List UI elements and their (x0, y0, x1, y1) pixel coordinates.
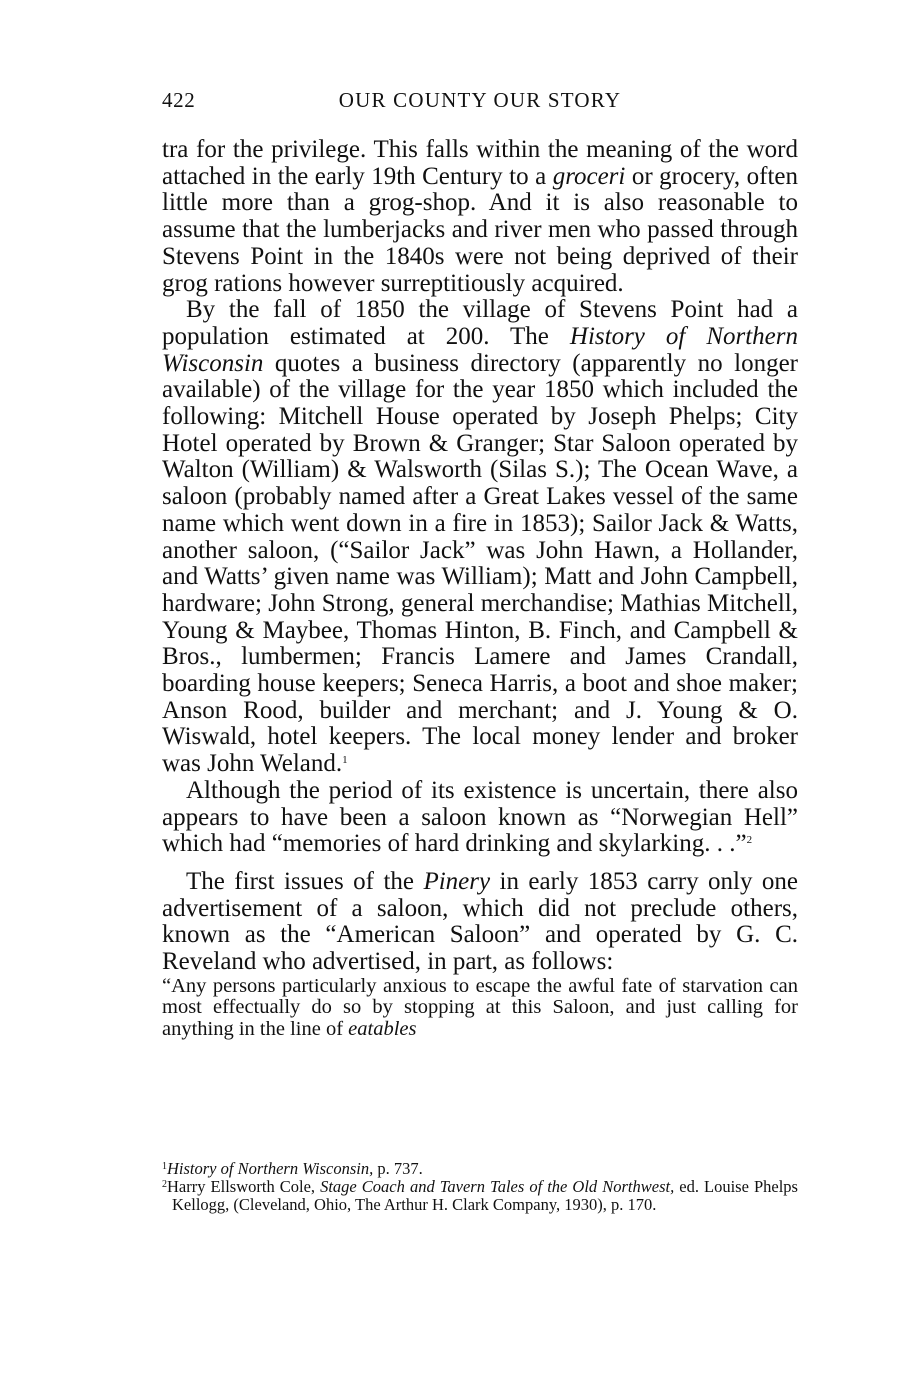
paragraph-3-text: Although the period of its existence is uncertain, there also appears to have been a saloon known as “Norwegian Hell” which had “memories of hard drinking and skylarking. . .” (162, 776, 798, 858)
page-header (162, 86, 798, 118)
paragraph-2-text-a: By the fall of 1850 the village of Stevens Point had a population estimated at 200. The (162, 296, 798, 350)
footnote-1-title: History of Northern Wisconsin, (167, 1159, 374, 1178)
paragraph-2-italic: History of Northern Wisconsin (162, 322, 798, 377)
running-head: OUR COUNTY OUR STORY (338, 88, 622, 112)
paragraph-1 (162, 137, 798, 297)
block-quote-text-a: “Any persons particularly anxious to escape the awful fate of starvation can most effectually do so by stopping at this Saloon, and just calling for anything in the line of (162, 974, 798, 1040)
footnote-1-mark: 1 (162, 1161, 167, 1172)
paragraph-1-text-a: tra for the privilege. This falls within the meaning of the word attached in the early 19th Century to a (162, 136, 798, 190)
footnote-1 (162, 1160, 798, 1178)
paragraph-4-text-c: in early 1853 carry only one advertisement of a saloon, which did not preclude others, known as the “American Saloon” and operated by G. C. Reveland who advertised, in part, as follows: (162, 867, 799, 976)
footnote-1-rest: p. 737. (373, 1159, 423, 1178)
paragraph-1-text-c: or grocery, often little more than a grog-shop. And it is also reasonable to assume that the lumberjacks and river men who passed through Stevens Point in the 1840s were not being deprived of their grog rations however surreptitiously acquired. (162, 162, 798, 297)
footnote-2-title: Stage Coach and Tavern Tales of the Old Northwest, (320, 1176, 675, 1196)
body-text (162, 137, 798, 1040)
paragraph-4 (162, 869, 798, 976)
block-quote-italic: eatables (348, 1017, 417, 1040)
footnote-ref-1: 1 (342, 754, 348, 767)
footnotes (162, 1160, 798, 1213)
footnote-2-mark: 2 (162, 1178, 167, 1190)
footnote-ref-2: 2 (746, 834, 753, 847)
block-quote (162, 976, 798, 1041)
footnote-2 (162, 1178, 798, 1214)
paragraph-4-text-a: The first issues of the (186, 867, 424, 895)
paragraph-4-italic: Pinery (423, 867, 491, 895)
paragraph-2-text-c: quotes a business directory (apparently no longer available) of the village for the year 1850 which included the following: Mitchell House operated by Joseph Phelps; City Hotel operated by Brown & Granger; Star Saloon operated by Walton (William) & Walsworth (Silas S.); The Ocean Wave, a saloon (probably named after a Great Lakes vessel of the same name which went down in a fire in 1853); Sailor Jack & Watts, another saloon, (“Sailor Jack” was John Hawn, a Hollander, and Watts’ given name was William); Matt and John Campbell, hardware; John Strong, general merchandise; Mathias Mitchell, Young & Maybee, Thomas Hinton, B. Finch, and Campbell & Bros., lumbermen; Francis Lamere and James Crandall, boarding house keepers; Seneca Harris, a boot and shoe maker; Anson Rood, builder and merchant; and J. Young & O. Wiswald, hotel keepers. The local money lender and broker was John Weland. (162, 349, 798, 778)
footnote-2-rest: ed. Louise Phelps Kellogg, (Cleveland, Ohio, The Arthur H. Clark Company, 1930), p. 170. (172, 1176, 798, 1214)
page-number: 422 (162, 88, 196, 112)
paragraph-1-italic: groceri (552, 162, 626, 190)
footnote-2-author: Harry Ellsworth Cole, (167, 1176, 321, 1196)
paragraph-2 (162, 297, 798, 778)
paragraph-3 (162, 778, 798, 858)
